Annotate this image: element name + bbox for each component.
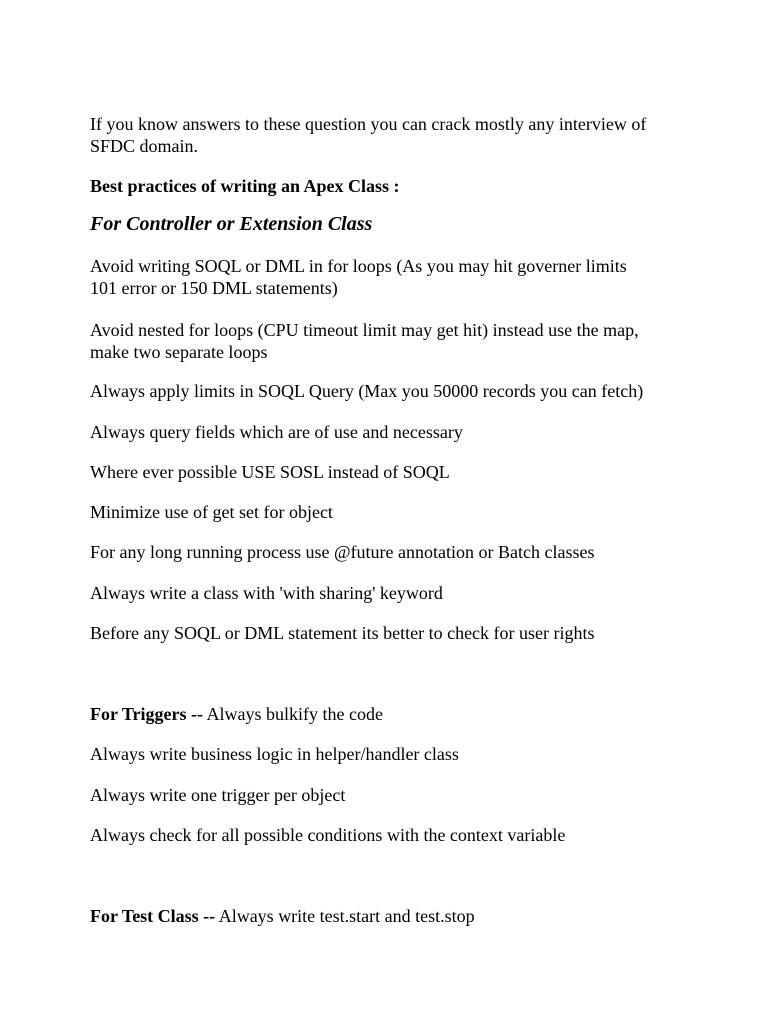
intro-line-2: SFDC domain.	[90, 136, 199, 156]
controller-item-5: Where ever possible USE SOSL instead of SOQL	[90, 462, 450, 482]
test-class-label: For Test Class --	[90, 906, 216, 926]
test-class-paragraph	[90, 905, 708, 927]
trigger-item-2: Always write one trigger per object	[90, 785, 346, 805]
controller-item-7: For any long running process use @future annotation or Batch classes	[90, 542, 595, 562]
controller-item-6: Minimize use of get set for object	[90, 502, 333, 522]
controller-item-8: Always write a class with 'with sharing' keyword	[90, 583, 443, 603]
controller-item-2-line-1: Avoid nested for loops (CPU timeout limit may get hit) instead use the map,	[90, 320, 639, 340]
test-class-text: Always write test.start and test.stop	[215, 906, 475, 926]
controller-heading: For Controller or Extension Class	[90, 213, 373, 235]
controller-item-2-line-2: make two separate loops	[90, 342, 268, 362]
intro-line-1: If you know answers to these question you can crack mostly any interview of	[90, 114, 647, 134]
best-practices-heading: Best practices of writing an Apex Class :	[90, 176, 400, 196]
controller-item-9: Before any SOQL or DML statement its better to check for user rights	[90, 623, 595, 643]
controller-item-3: Always apply limits in SOQL Query (Max you 50000 records you can fetch)	[90, 381, 644, 401]
intro-paragraph	[90, 113, 708, 157]
triggers-paragraph	[90, 703, 708, 725]
controller-item-1-line-1: Avoid writing SOQL or DML in for loops (As you may hit governer limits	[90, 256, 627, 276]
controller-item-1-line-2: 101 error or 150 DML statements)	[90, 278, 338, 298]
controller-item-1	[90, 255, 708, 299]
triggers-text: Always bulkify the code	[202, 704, 383, 724]
trigger-item-1: Always write business logic in helper/handler class	[90, 744, 459, 764]
triggers-label: For Triggers --	[90, 704, 203, 724]
trigger-item-3: Always check for all possible conditions with the context variable	[90, 825, 566, 845]
controller-item-2	[90, 319, 708, 363]
controller-item-4: Always query fields which are of use and necessary	[90, 422, 463, 442]
